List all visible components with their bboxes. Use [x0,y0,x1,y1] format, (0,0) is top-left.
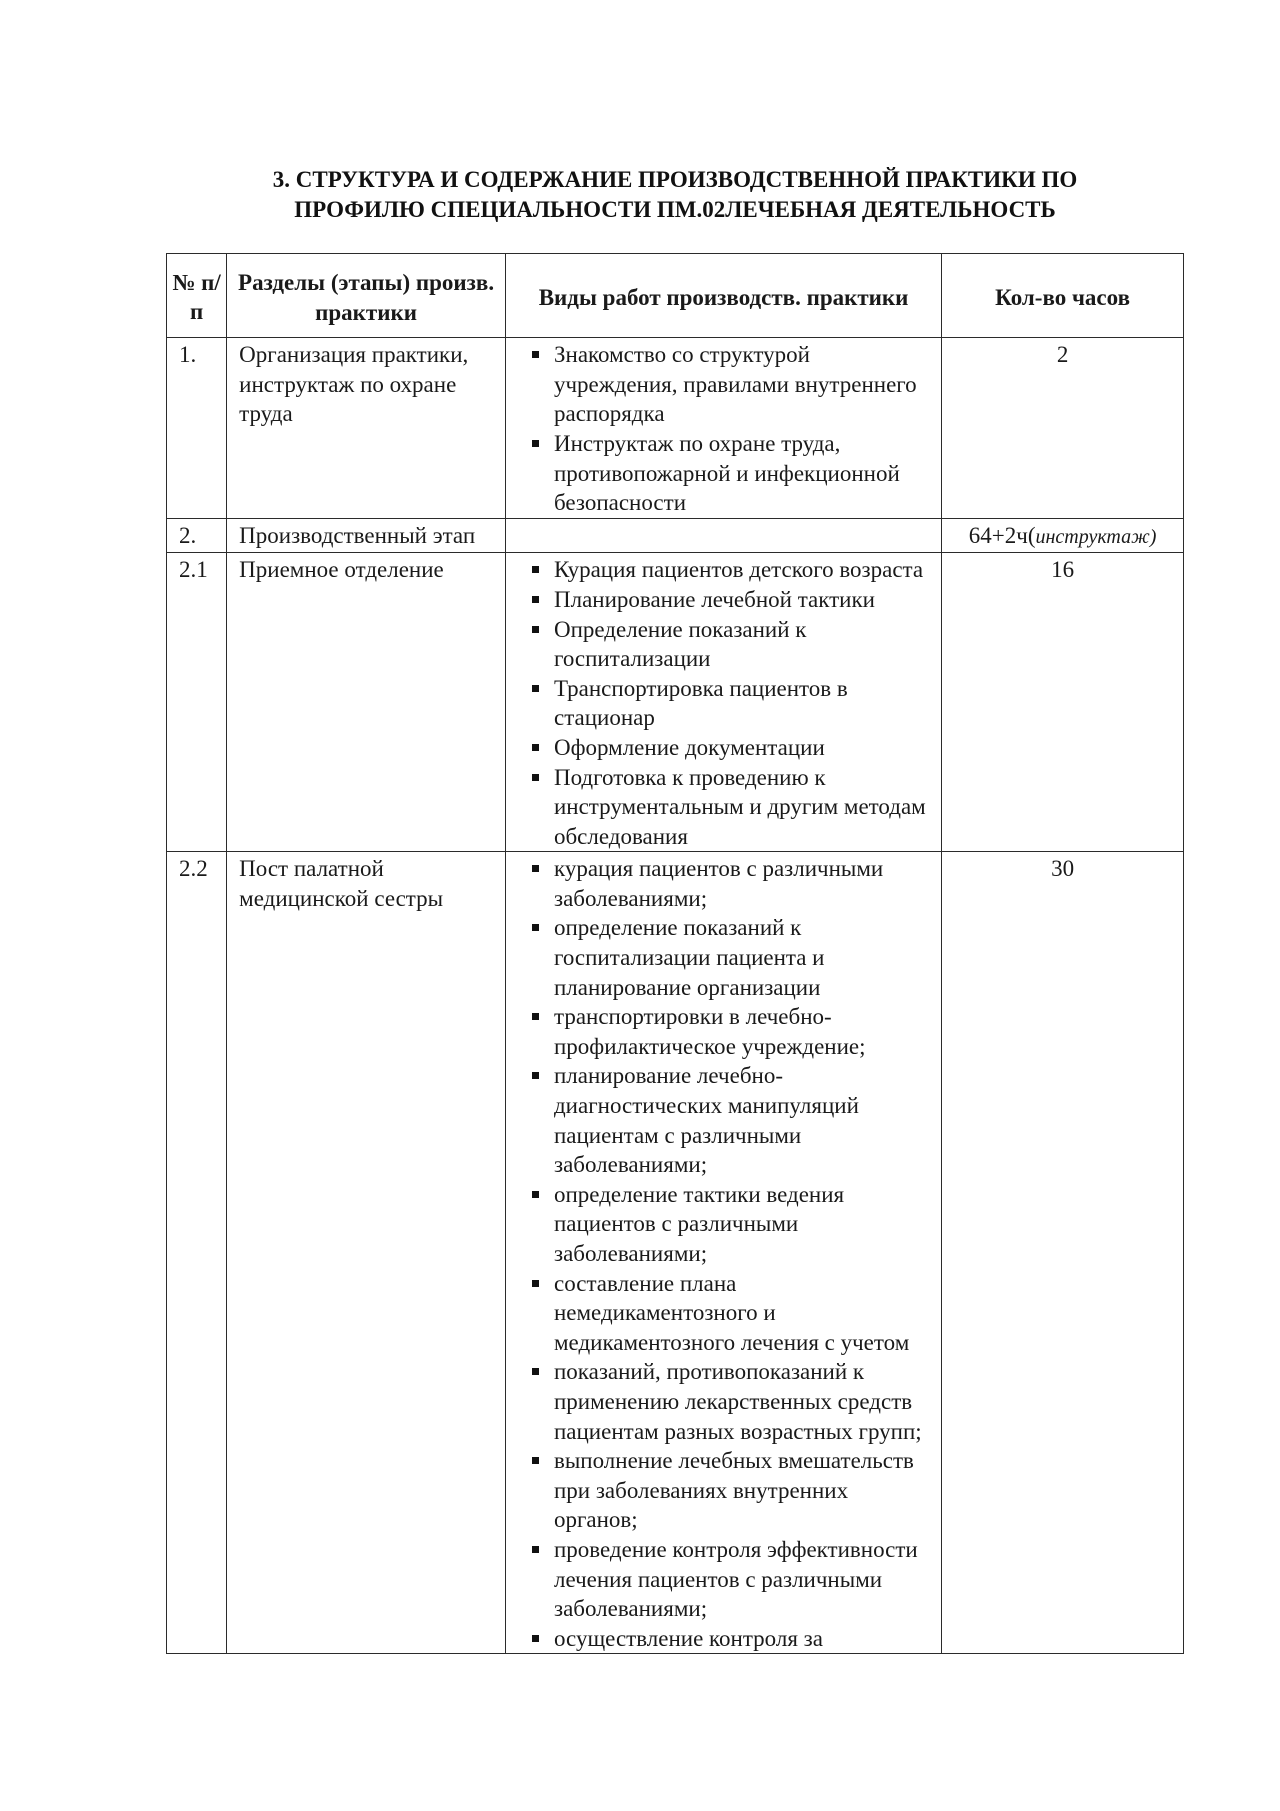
works-list-item: Знакомство со структурой учреждения, правилами внутреннего распорядка [518,340,929,429]
works-cell [505,518,941,553]
table-header [167,254,1184,338]
works-list [518,854,929,1653]
works-list [518,340,929,518]
works-list-item: планирование лечебно-диагностических манипуляций пациентам с различными заболеваниями; [518,1061,929,1179]
table-row [167,338,1184,519]
hours-note: инструктаж) [1035,525,1157,548]
section-cell: Производственный этап [227,518,506,553]
works-list-item: составление плана немедикаментозного и медикаментозного лечения с учетом [518,1269,929,1358]
hours-value: 16 [1051,557,1075,583]
hours-cell [942,518,1184,553]
works-list-item: показаний, противопоказаний к применению лекарственных средств пациентам разных возрастных групп; [518,1357,929,1446]
section-cell: Организация практики, инструктаж по охране труда [227,338,506,519]
works-list-item: Транспортировка пациентов в стационар [518,674,929,733]
works-list-item: определение показаний к госпитализации пациента и планирование организации [518,913,929,1002]
table-body [167,338,1184,1654]
works-list-item: транспортировки в лечебно-профилактическое учреждение; [518,1002,929,1061]
row-number-cell: 1. [167,338,227,519]
works-list-item: выполнение лечебных вмешательств при заболеваниях внутренних органов; [518,1446,929,1535]
works-list-item: определение тактики ведения пациентов с различными заболеваниями; [518,1180,929,1269]
hours-value: 2 [1056,342,1069,368]
works-list-item: Подготовка к проведению к инструментальным и другим методам обследования [518,763,929,852]
row-number-cell: 2.1 [167,553,227,852]
column-header-works: Виды работ производств. практики [505,254,941,338]
works-list-item: Курация пациентов детского возраста [518,555,929,585]
page-title-line-2: ПРОФИЛЮ СПЕЦИАЛЬНОСТИ ПМ.02ЛЕЧЕБНАЯ ДЕЯТЕЛЬНОСТЬ [294,197,1056,222]
works-cell [505,553,941,852]
works-list-item: Определение показаний к госпитализации [518,615,929,674]
section-cell: Пост палатной медицинской сестры [227,852,506,1654]
hours-cell [942,852,1184,1654]
row-number-cell: 2. [167,518,227,553]
hours-value: 30 [1051,856,1075,882]
column-header-section: Разделы (этапы) произв. практики [227,254,506,338]
works-list-item: курация пациентов с различными заболеваниями; [518,854,929,913]
column-header-number: № п/ п [167,254,227,338]
works-cell [505,852,941,1654]
works-list-item: Инструктаж по охране труда, противопожарной и инфекционной безопасности [518,429,929,518]
works-list-item: Планирование лечебной тактики [518,585,929,615]
table-row [167,553,1184,852]
works-list-item: Оформление документации [518,733,929,763]
page-title-line-1: 3. СТРУКТУРА И СОДЕРЖАНИЕ ПРОИЗВОДСТВЕННОЙ ПРАКТИКИ ПО [272,167,1078,192]
column-header-hours: Кол-во часов [942,254,1184,338]
works-list [518,555,929,851]
hours-value: 64+2ч( [968,522,1036,548]
row-number-cell: 2.2 [167,852,227,1654]
table-row [167,518,1184,553]
works-cell [505,338,941,519]
works-list-item: проведение контроля эффективности лечения пациентов с различными заболеваниями; [518,1535,929,1624]
works-list-item: осуществление контроля за [518,1624,929,1654]
table-row [167,852,1184,1654]
practice-structure-table [166,253,1184,1654]
hours-cell [942,553,1184,852]
table-header-row [167,254,1184,338]
page-title [166,165,1184,225]
section-cell: Приемное отделение [227,553,506,852]
hours-cell [942,338,1184,519]
